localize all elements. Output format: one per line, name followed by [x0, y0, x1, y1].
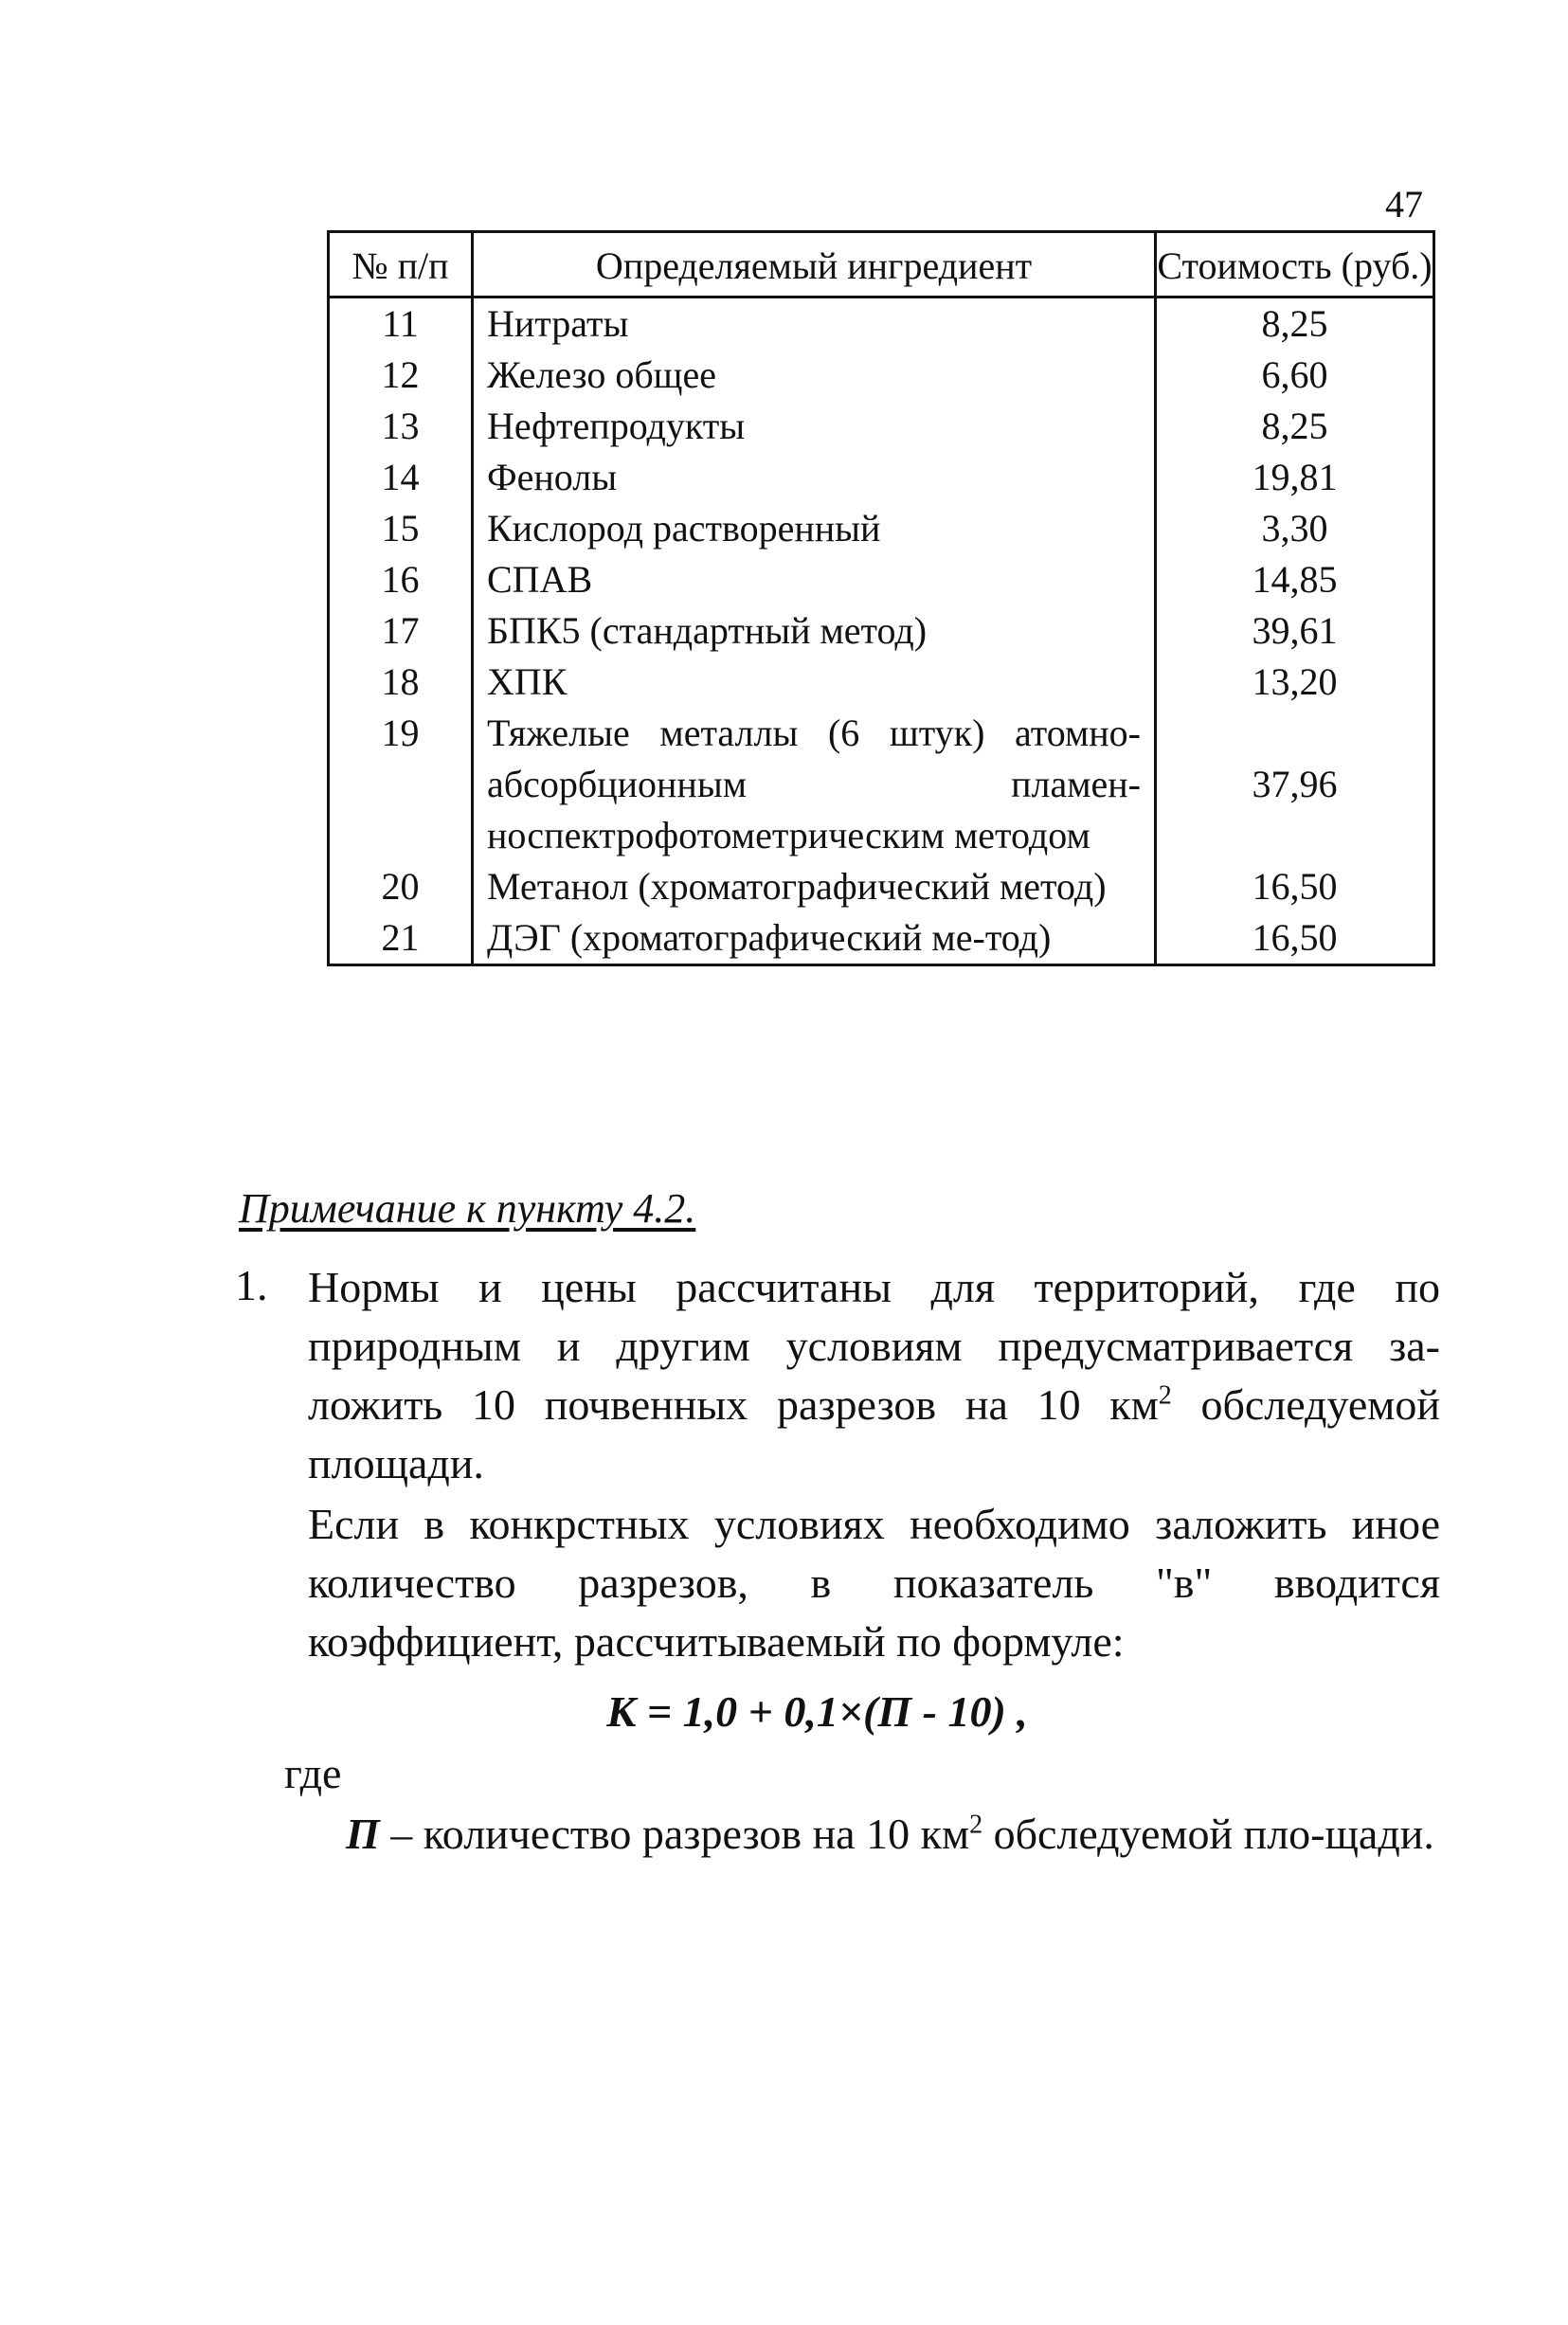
definition	[346, 1805, 1440, 1864]
table-row	[329, 350, 1434, 401]
page-number: 47	[1385, 183, 1423, 225]
para1-text-end: обследуемой площади.	[308, 1380, 1440, 1487]
row-cost: 39,61	[1156, 605, 1434, 657]
row-cost: 19,81	[1156, 452, 1434, 503]
para1-text: Нормы и цены рассчитаны для территорий, где по природным и другим условиям предусматривается за-ложить 10 почвенных разрезов на 10 км	[308, 1263, 1440, 1429]
row-cost: 8,25	[1156, 401, 1434, 452]
row-number: 12	[329, 350, 473, 401]
superscript: 2	[1158, 1380, 1172, 1411]
definition-text-end: обследуемой пло-щади.	[982, 1810, 1434, 1858]
row-ingredient: БПК5 (стандартный метод)	[473, 605, 1156, 657]
row-number: 20	[329, 861, 473, 912]
header-number: № п/п	[329, 232, 473, 297]
note-paragraph-1	[308, 1258, 1440, 1493]
table-row	[329, 554, 1434, 605]
row-number: 13	[329, 401, 473, 452]
definition-symbol: П	[346, 1810, 380, 1858]
row-cost: 6,60	[1156, 350, 1434, 401]
list-marker: 1.	[235, 1261, 268, 1309]
row-ingredient: Железо общее	[473, 350, 1156, 401]
where-label: где	[284, 1749, 342, 1797]
row-number: 11	[329, 297, 473, 351]
row-cost: 3,30	[1156, 503, 1434, 554]
cost-table	[327, 230, 1435, 966]
table-row	[329, 605, 1434, 657]
row-ingredient: Нитраты	[473, 297, 1156, 351]
row-ingredient: ДЭГ (хроматографический ме-тод)	[473, 912, 1156, 965]
row-cost: 8,25	[1156, 297, 1434, 351]
table-row	[329, 861, 1434, 912]
table-header-row	[329, 232, 1434, 297]
row-number: 16	[329, 554, 473, 605]
header-cost: Стоимость (руб.)	[1156, 232, 1434, 297]
definition-text: – количество разрезов на 10 км	[379, 1810, 970, 1858]
table-row	[329, 297, 1434, 351]
row-cost: 16,50	[1156, 861, 1434, 912]
table-row	[329, 452, 1434, 503]
note-paragraph-2: Если в конкрстных условиях необходимо заложить иное количество разрезов, в показатель "в" вводится коэффициент, рассчитываемый по формуле:	[308, 1500, 1440, 1666]
row-ingredient: ХПК	[473, 657, 1156, 708]
row-number: 15	[329, 503, 473, 554]
superscript: 2	[969, 1810, 983, 1840]
row-ingredient: Метанол (хроматографический метод)	[473, 861, 1156, 912]
header-ingredient: Определяемый ингредиент	[473, 232, 1156, 297]
row-ingredient: Тяжелые металлы (6 штук) атомно-абсорбционным пламен-носпектрофотометрическим методом	[473, 708, 1156, 861]
row-ingredient: СПАВ	[473, 554, 1156, 605]
formula: К = 1,0 + 0,1×(П - 10) ,	[606, 1687, 1028, 1736]
row-ingredient: Кислород растворенный	[473, 503, 1156, 554]
table-row	[329, 912, 1434, 965]
table-row	[329, 401, 1434, 452]
row-ingredient: Нефтепродукты	[473, 401, 1156, 452]
row-number: 18	[329, 657, 473, 708]
row-cost: 14,85	[1156, 554, 1434, 605]
row-cost: 16,50	[1156, 912, 1434, 965]
table-row	[329, 708, 1434, 861]
table-row	[329, 503, 1434, 554]
table-row	[329, 657, 1434, 708]
row-cost: 37,96	[1156, 708, 1434, 861]
row-number: 14	[329, 452, 473, 503]
row-number: 21	[329, 912, 473, 965]
row-number: 19	[329, 708, 473, 861]
note-title: Примечание к пункту 4.2.	[239, 1185, 696, 1232]
row-ingredient: Фенолы	[473, 452, 1156, 503]
row-number: 17	[329, 605, 473, 657]
row-cost: 13,20	[1156, 657, 1434, 708]
